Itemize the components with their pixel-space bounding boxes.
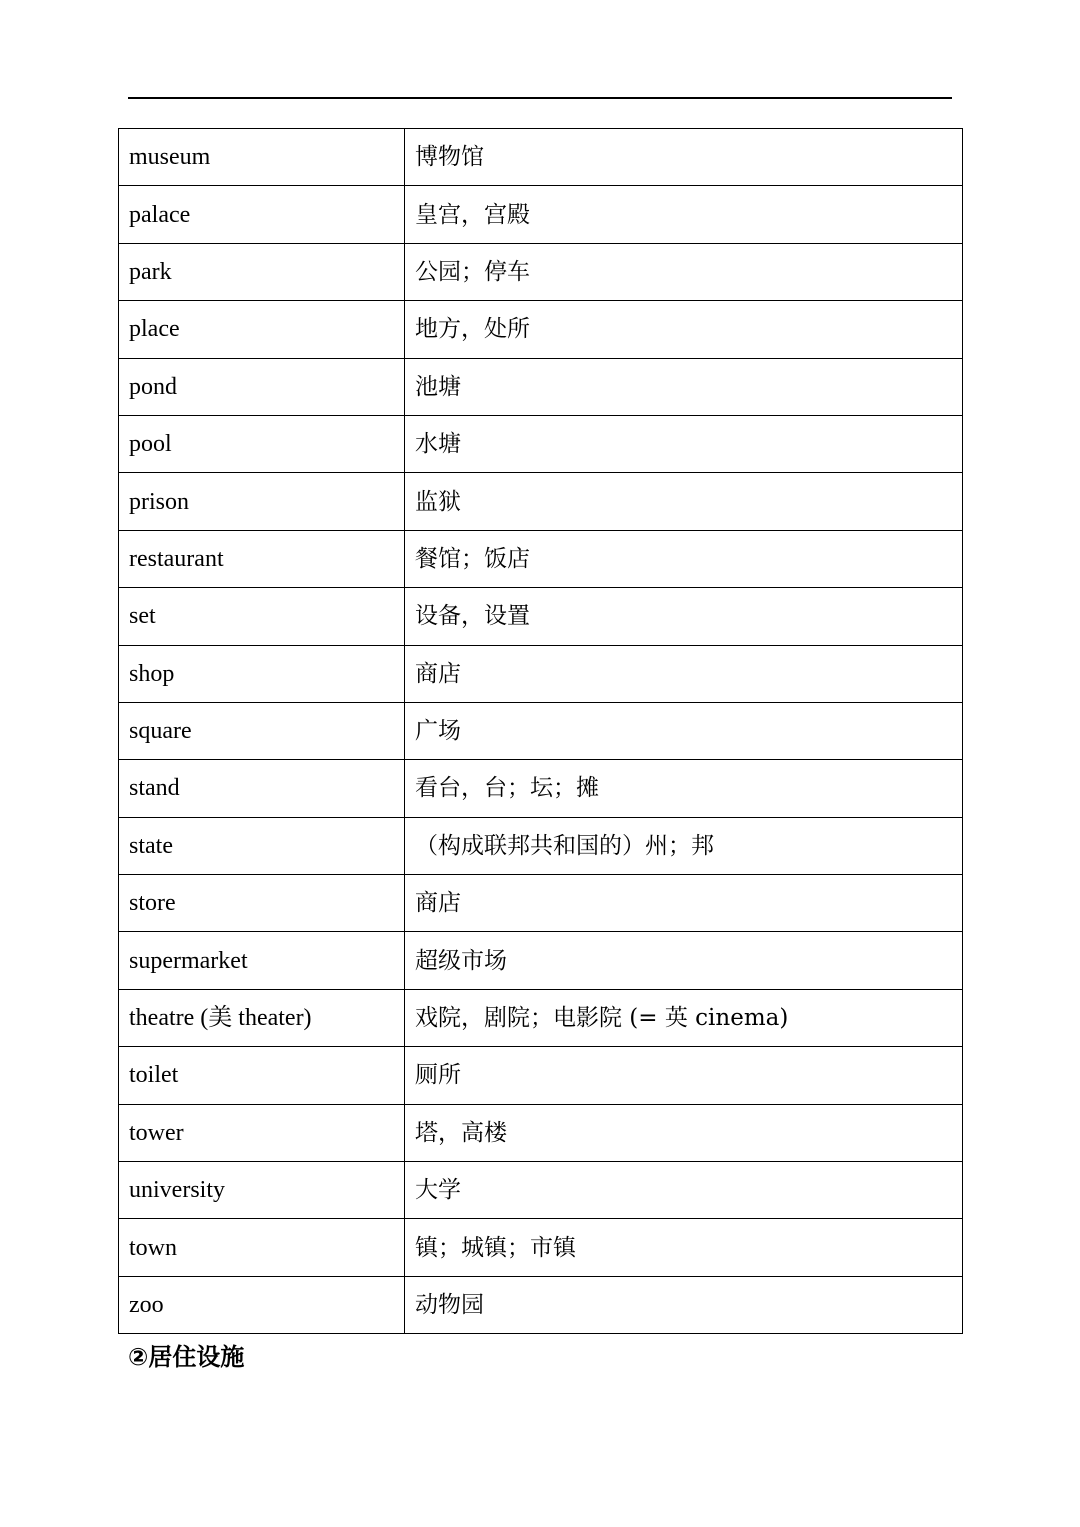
table-row — [119, 358, 963, 415]
chinese-meaning: 餐馆；饭店 — [405, 530, 963, 587]
chinese-meaning: 设备，设置 — [405, 588, 963, 645]
table-row — [119, 243, 963, 300]
table-row — [119, 645, 963, 702]
chinese-meaning: 塔，高楼 — [405, 1104, 963, 1161]
english-word: museum — [119, 129, 405, 186]
english-word: prison — [119, 473, 405, 530]
chinese-meaning: 博物馆 — [405, 129, 963, 186]
english-word: town — [119, 1219, 405, 1276]
english-word: park — [119, 243, 405, 300]
english-word: theatre (美 theater) — [119, 989, 405, 1046]
english-word: store — [119, 875, 405, 932]
chinese-meaning: （构成联邦共和国的）州；邦 — [405, 817, 963, 874]
english-word: pool — [119, 415, 405, 472]
chinese-meaning: 戏院，剧院；电影院 (= 英 cinema) — [405, 989, 963, 1046]
table-row — [119, 989, 963, 1046]
chinese-meaning: 监狱 — [405, 473, 963, 530]
chinese-meaning: 厕所 — [405, 1047, 963, 1104]
section-heading: ②居住设施 — [128, 1343, 245, 1371]
chinese-meaning: 池塘 — [405, 358, 963, 415]
table-row — [119, 1162, 963, 1219]
chinese-meaning: 水塘 — [405, 415, 963, 472]
english-word: square — [119, 702, 405, 759]
table-row — [119, 702, 963, 759]
table-row — [119, 186, 963, 243]
english-word: place — [119, 301, 405, 358]
english-word: state — [119, 817, 405, 874]
chinese-meaning: 商店 — [405, 645, 963, 702]
chinese-meaning: 皇宫，宫殿 — [405, 186, 963, 243]
chinese-meaning: 大学 — [405, 1162, 963, 1219]
chinese-meaning: 动物园 — [405, 1276, 963, 1333]
chinese-meaning: 公园；停车 — [405, 243, 963, 300]
table-row — [119, 932, 963, 989]
table-row — [119, 1047, 963, 1104]
english-word: shop — [119, 645, 405, 702]
table-row — [119, 760, 963, 817]
vocabulary-table — [118, 128, 963, 1334]
chinese-meaning: 镇；城镇；市镇 — [405, 1219, 963, 1276]
english-word: stand — [119, 760, 405, 817]
table-row — [119, 1219, 963, 1276]
english-word: restaurant — [119, 530, 405, 587]
table-row — [119, 301, 963, 358]
english-word: palace — [119, 186, 405, 243]
english-word: supermarket — [119, 932, 405, 989]
header-rule — [128, 97, 952, 99]
table-row — [119, 129, 963, 186]
chinese-meaning: 地方，处所 — [405, 301, 963, 358]
table-row — [119, 588, 963, 645]
table-row — [119, 817, 963, 874]
chinese-meaning: 看台，台；坛；摊 — [405, 760, 963, 817]
english-word: tower — [119, 1104, 405, 1161]
table-row — [119, 1104, 963, 1161]
english-word: set — [119, 588, 405, 645]
table-row — [119, 473, 963, 530]
english-word: zoo — [119, 1276, 405, 1333]
table-row — [119, 1276, 963, 1333]
table-row — [119, 875, 963, 932]
chinese-meaning: 商店 — [405, 875, 963, 932]
english-word: university — [119, 1162, 405, 1219]
table-row — [119, 415, 963, 472]
english-word: pond — [119, 358, 405, 415]
english-word: toilet — [119, 1047, 405, 1104]
chinese-meaning: 超级市场 — [405, 932, 963, 989]
table-row — [119, 530, 963, 587]
chinese-meaning: 广场 — [405, 702, 963, 759]
